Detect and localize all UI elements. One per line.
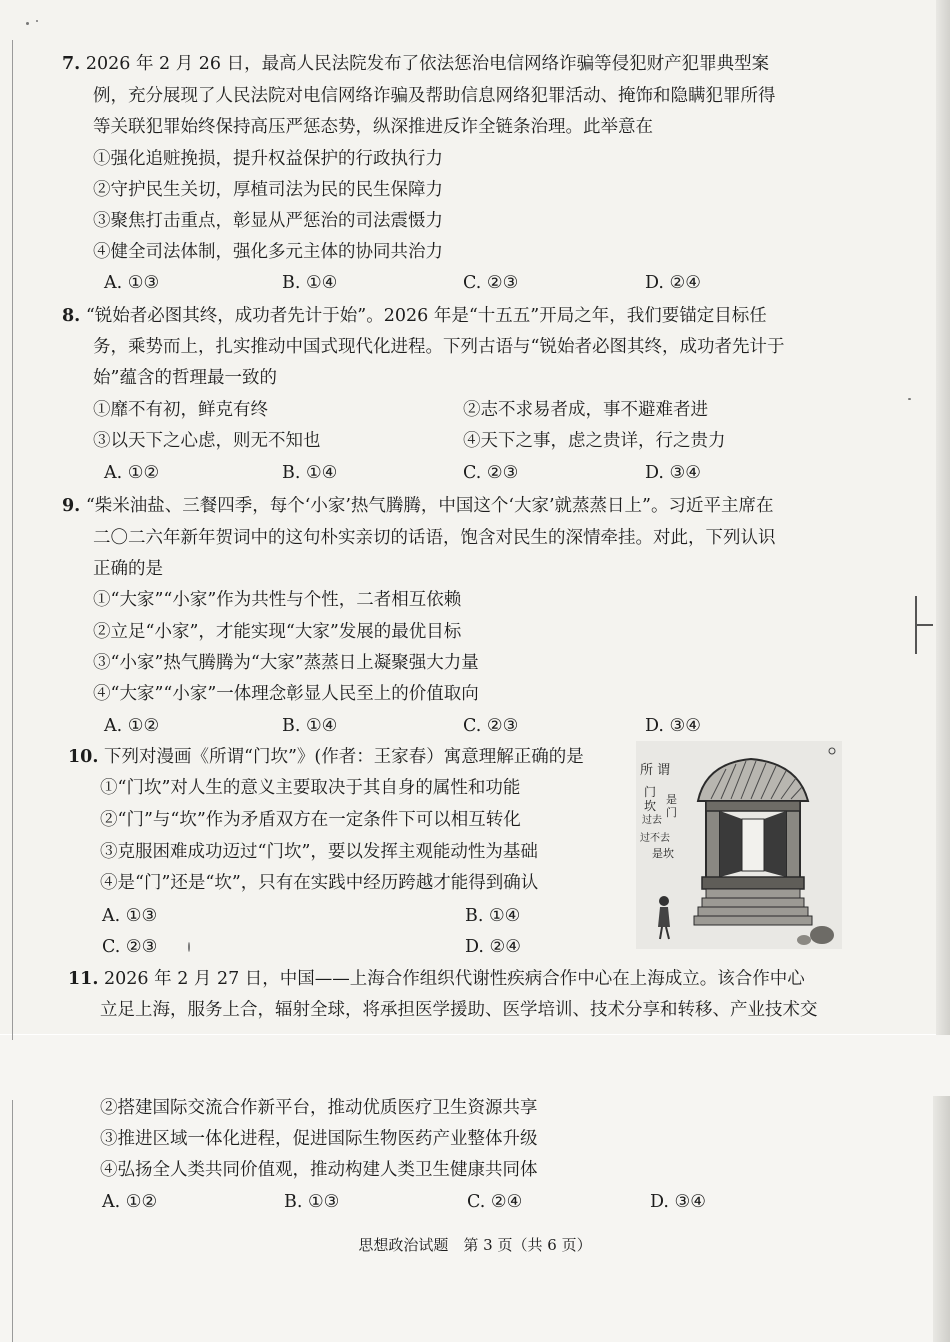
scan-speck [36, 20, 38, 22]
statement-item: ④“大家”“小家”一体理念彰显人民至上的价值取向 [93, 684, 479, 704]
choice-a[interactable]: A. ①② [104, 463, 160, 483]
choice-c[interactable]: C. ②③ [463, 273, 519, 293]
statement-item: ④天下之事，虑之贵详，行之贵力 [463, 431, 726, 451]
question-number: 7. [62, 54, 81, 74]
statement-item: ①“门坎”对人生的意义主要取决于其自身的属性和功能 [100, 778, 521, 798]
statement-item: ③以天下之心虑，则无不知也 [93, 431, 321, 451]
comic-title-char: 所 [640, 763, 654, 778]
comic-caption: 是 [652, 847, 663, 860]
choice-c[interactable]: C. ②③ [463, 463, 519, 483]
choice-a[interactable]: A. ①② [102, 1192, 158, 1212]
statement-item: ②志不求易者成，事不避难者进 [463, 400, 708, 420]
choice-a[interactable]: A. ①② [104, 716, 160, 736]
comic-caption: 是 [666, 793, 677, 806]
statement-item: ②守护民生关切，厚植司法为民的民生保障力 [93, 180, 443, 200]
choice-c[interactable]: C. ②④ [467, 1192, 523, 1212]
choice-b[interactable]: B. ①④ [282, 716, 338, 736]
binding-mark-arm [915, 624, 933, 626]
choice-c[interactable]: C. ②③ [102, 937, 158, 957]
choice-b[interactable]: B. ①④ [465, 906, 521, 926]
question-stem-line: 2026 年 2 月 27 日，中国——上海合作组织代谢性疾病合作中心在上海成立。该合作中心 [104, 969, 805, 989]
choice-b[interactable]: B. ①④ [282, 463, 338, 483]
scan-speck [908, 398, 911, 400]
comic-title-char: 坎 [644, 799, 657, 813]
statement-item: ①靡不有初，鲜克有终 [93, 400, 268, 420]
statement-item: ④弘扬全人类共同价值观，推动构建人类卫生健康共同体 [100, 1160, 538, 1180]
question-number: 8. [62, 306, 81, 326]
question-stem-line: 二〇二六年新年贺词中的这句朴实亲切的话语，饱含对民生的深情牵挂。对此，下列认识 [93, 528, 776, 548]
statement-item: ①强化追赃挽损，提升权益保护的行政执行力 [93, 149, 443, 169]
comic-caption: 门 [666, 806, 677, 819]
statement-item: ②立足“小家”，才能实现“大家”发展的最优目标 [93, 622, 462, 642]
page-right-shadow-lower [933, 1096, 950, 1342]
question-stem-line: 例，充分展现了人民法院对电信网络诈骗及帮助信息网络犯罪活动、掩饰和隐瞒犯罪所得 [93, 86, 776, 106]
page-footer: 思想政治试题 第 3 页（共 6 页） [358, 1236, 592, 1254]
choice-a[interactable]: A. ①③ [102, 906, 158, 926]
statement-item: ③“小家”热气腾腾为“大家”蒸蒸日上凝聚强大力量 [93, 653, 479, 673]
question-number: 9. [62, 496, 81, 516]
choice-d[interactable]: D. ③④ [650, 1192, 706, 1212]
choice-a[interactable]: A. ①③ [104, 273, 160, 293]
scan-speck [188, 942, 190, 952]
choice-d[interactable]: D. ②④ [465, 937, 521, 957]
lower-page-section [0, 1035, 950, 1342]
scan-speck [26, 22, 29, 25]
statement-item: ④健全司法体制，强化多元主体的协同共治力 [93, 242, 443, 262]
question-stem-line: 等关联犯罪始终保持高压严惩态势，纵深推进反诈全链条治理。此举意在 [93, 117, 653, 137]
statement-item: ①“大家”“小家”作为共性与个性，二者相互依赖 [93, 590, 462, 610]
comic-illustration [636, 741, 842, 949]
choice-b[interactable]: B. ①③ [284, 1192, 340, 1212]
comic-title-char: 谓 [657, 763, 671, 778]
comic-caption: 过去 [642, 815, 662, 826]
page-left-edge-lower [12, 1100, 13, 1342]
question-number: 11. [68, 969, 99, 989]
statement-item: ②搭建国际交流合作新平台，推动优质医疗卫生资源共享 [100, 1098, 538, 1118]
choice-d[interactable]: D. ③④ [645, 463, 701, 483]
question-stem-line: 下列对漫画《所谓“门坎”》(作者：王家春）寓意理解正确的是 [104, 747, 584, 767]
page-right-shadow [936, 0, 950, 1035]
statement-item: ③克服困难成功迈过“门坎”，要以发挥主观能动性为基础 [100, 842, 538, 862]
question-stem-line: “柴米油盐、三餐四季，每个‘小家’热气腾腾，中国这个‘大家’就蒸蒸日上”。习近平主席在 [85, 496, 774, 516]
comic-caption: 过不去 [640, 833, 670, 844]
question-stem-line: “锐始者必图其终，成功者先计于始”。2026 年是“十五五”开局之年，我们要锚定目标任 [85, 306, 767, 326]
statement-item: ④是“门”还是“坎”，只有在实践中经历跨越才能得到确认 [100, 873, 539, 893]
page-left-edge [12, 40, 13, 1040]
comic-title-char: 门 [644, 785, 657, 799]
statement-item: ③推进区域一体化进程，促进国际生物医药产业整体升级 [100, 1129, 538, 1149]
question-stem-line: 2026 年 2 月 26 日，最高人民法院发布了依法惩治电信网络诈骗等侵犯财产犯罪典型案 [85, 54, 770, 74]
question-stem-line: 立足上海，服务上合，辐射全球，将承担医学援助、医学培训、技术分享和转移、产业技术交 [100, 1000, 818, 1020]
statement-item: ②“门”与“坎”作为矛盾双方在一定条件下可以相互转化 [100, 810, 521, 830]
choice-d[interactable]: D. ②④ [645, 273, 701, 293]
question-number: 10. [68, 747, 99, 767]
comic-caption: 坎 [663, 847, 674, 860]
statement-item: ③聚焦打击重点，彰显从严惩治的司法震慑力 [93, 211, 443, 231]
choice-c[interactable]: C. ②③ [463, 716, 519, 736]
question-stem-line: 正确的是 [93, 559, 163, 579]
choice-d[interactable]: D. ③④ [645, 716, 701, 736]
question-stem-line: 始”蕴含的哲理最一致的 [93, 368, 277, 388]
choice-b[interactable]: B. ①④ [282, 273, 338, 293]
question-stem-line: 务，乘势而上，扎实推动中国式现代化进程。下列古语与“锐始者必图其终，成功者先计于 [93, 337, 785, 357]
